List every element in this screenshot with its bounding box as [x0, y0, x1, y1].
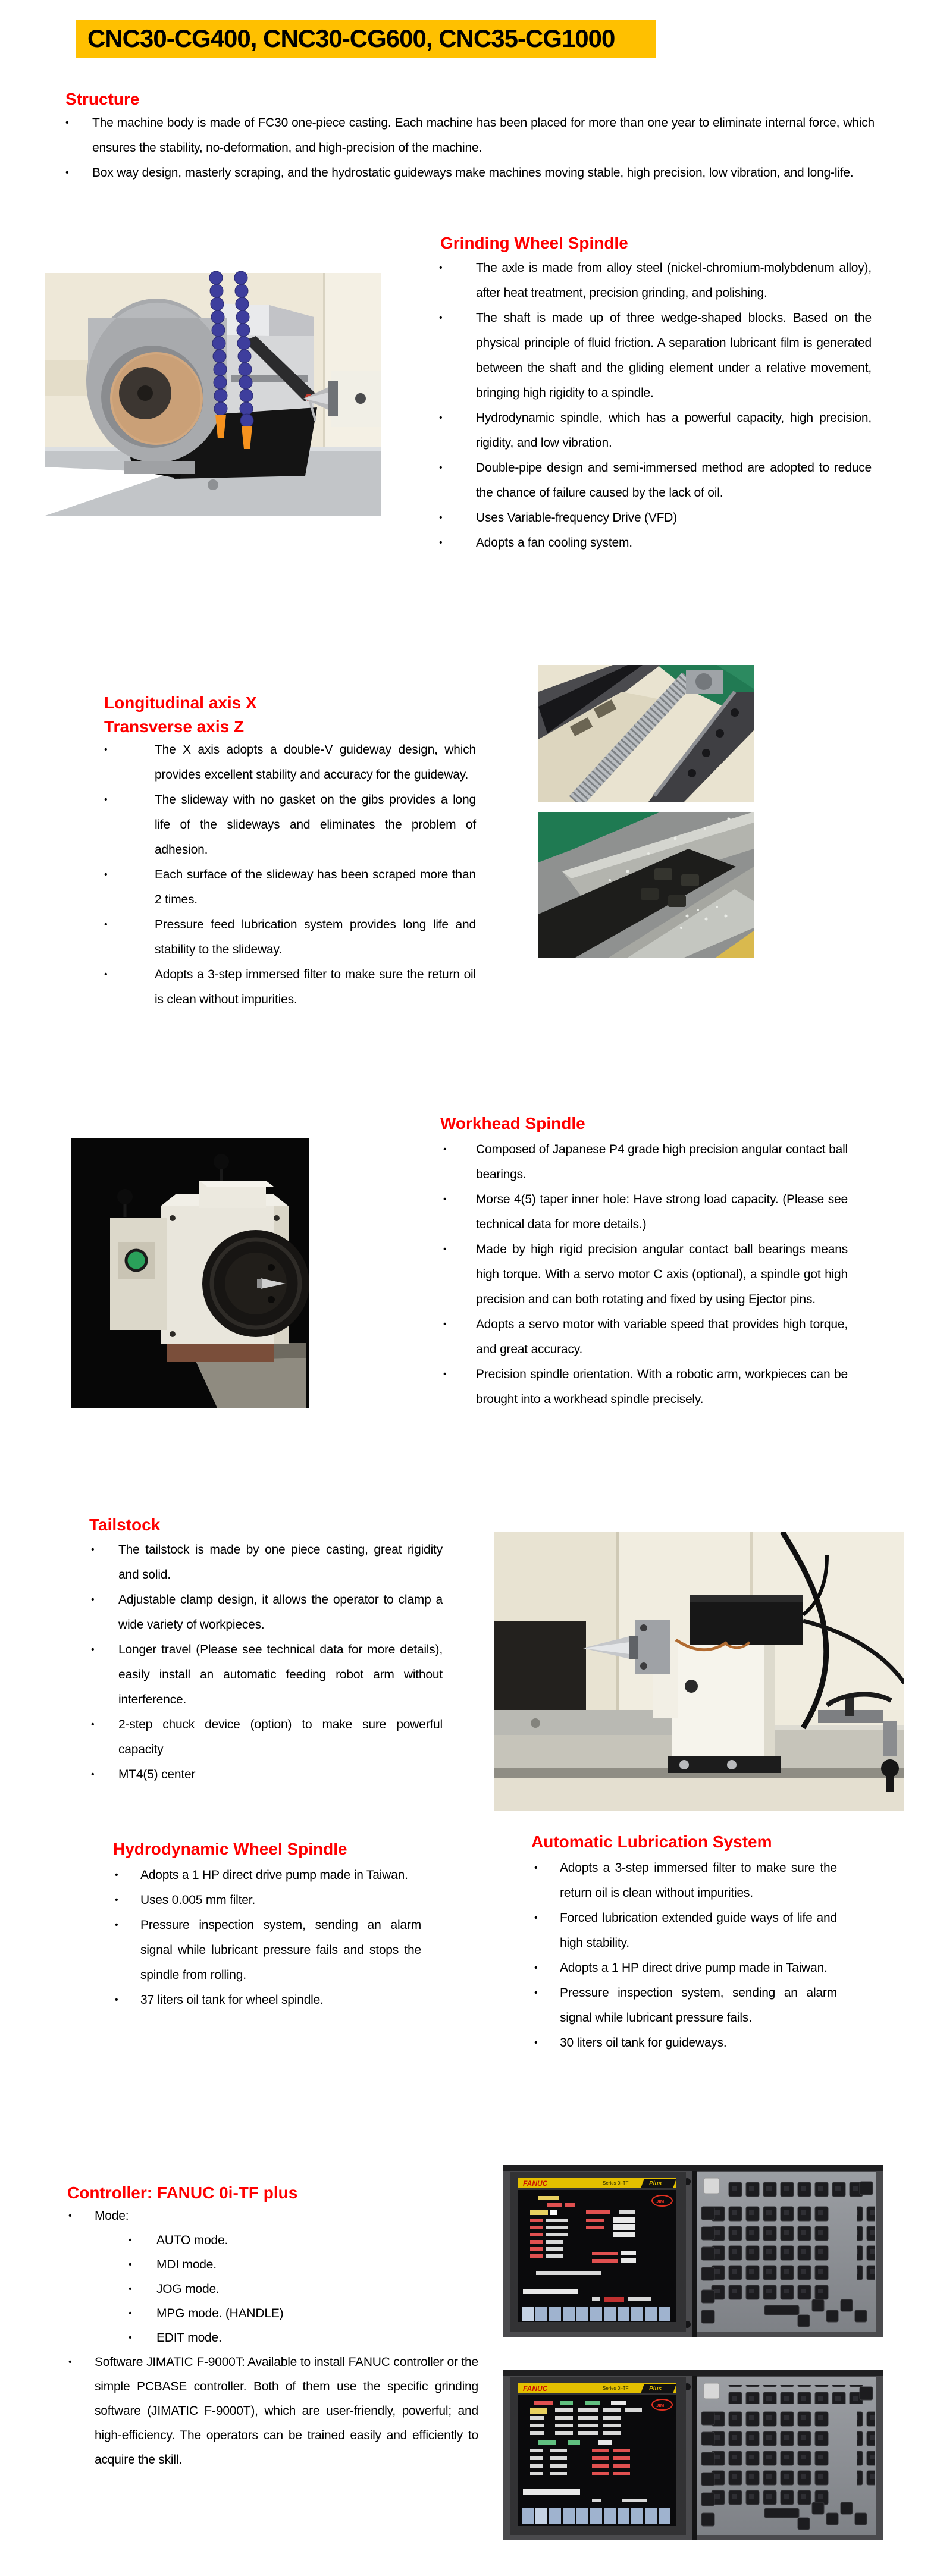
controller-photo-2 [503, 2370, 883, 2540]
jim-logo: JIM [656, 2199, 665, 2204]
list-item: • AUTO mode. [156, 2228, 478, 2252]
controller-list [95, 2204, 478, 2472]
list-item: • Adopts a 1 HP direct drive pump made in Taiwan. [140, 1863, 421, 1888]
automatic-lubrication-list [560, 1856, 837, 2056]
list-item: • 37 liters oil tank for wheel spindle. [140, 1988, 421, 2013]
list-item: • Pressure inspection system, sending an alarm signal while lubricant pressure fails. [560, 1981, 837, 2031]
section-title-grinding-wheel-spindle: Grinding Wheel Spindle [440, 234, 628, 252]
list-item: • Box way design, masterly scraping, and the hydrostatic guideways make machines moving stable, high precision, low vibration, and long-life. [92, 161, 875, 186]
series-label: Series 0i-TF [603, 2386, 629, 2391]
controller-mode-sublist [156, 2228, 478, 2350]
list-item: • Morse 4(5) taper inner hole: Have strong load capacity. (Please see technical data for more details.) [476, 1187, 848, 1237]
hydrodynamic-wheel-spindle-list [140, 1863, 421, 2013]
workhead-spindle-list [476, 1137, 848, 1412]
axes-list [155, 738, 476, 1012]
list-item: • Uses 0.005 mm filter. [140, 1888, 421, 1913]
list-item: • Adopts a servo motor with variable speed that provides high torque, and great accuracy. [476, 1312, 848, 1362]
list-item: • Forced lubrication extended guide ways of life and high stability. [560, 1906, 837, 1956]
list-item: • 30 liters oil tank for guideways. [560, 2031, 837, 2056]
fanuc-logo-text: FANUC [523, 2179, 548, 2188]
list-item: • Hydrodynamic spindle, which has a powerful capacity, high precision, rigidity, and low vibration. [476, 406, 872, 456]
section-title-structure: Structure [65, 90, 140, 108]
list-item: • Adopts a 1 HP direct drive pump made in Taiwan. [560, 1956, 837, 1981]
list-item: • The axle is made from alloy steel (nickel-chromium-molybdenum alloy), after heat treatment, precision grinding, and polishing. [476, 256, 872, 306]
list-item: • Pressure inspection system, sending an alarm signal while lubricant pressure fails and stops the spindle from rolling. [140, 1913, 421, 1988]
list-item: • The machine body is made of FC30 one-piece casting. Each machine has been placed for more than one year to eliminate internal force, which ensures the stability, no-deformation, and high-precision of the machine. [92, 111, 875, 161]
controller-photo-1 [503, 2165, 883, 2337]
plus-label: Plus [649, 2180, 662, 2187]
list-item: • Adopts a fan cooling system. [476, 531, 872, 556]
section-title-tailstock: Tailstock [89, 1516, 161, 1534]
list-item: • The tailstock is made by one piece casting, great rigidity and solid. [118, 1538, 443, 1587]
list-item: • EDIT mode. [156, 2326, 478, 2350]
list-item: • MPG mode. (HANDLE) [156, 2301, 478, 2326]
list-item: • Adopts a 3-step immersed filter to make sure the return oil is clean without impurities. [560, 1856, 837, 1906]
list-item: • Precision spindle orientation. With a robotic arm, workpieces can be brought into a workhead spindle precisely. [476, 1362, 848, 1412]
plus-label: Plus [649, 2386, 662, 2392]
grinding-machine-photo [35, 271, 391, 526]
section-title-workhead-spindle: Workhead Spindle [440, 1114, 585, 1132]
list-item: • Adopts a 3-step immersed filter to make sure the return oil is clean without impurities. [155, 962, 476, 1012]
tailstock-photo [494, 1532, 904, 1811]
list-item: • JOG mode. [156, 2277, 478, 2301]
scraped-slideway-photo [538, 812, 754, 958]
section-title-transverse-axis: Transverse axis Z [104, 717, 245, 736]
section-title-automatic-lubrication: Automatic Lubrication System [531, 1833, 772, 1851]
list-item: • MDI mode. [156, 2252, 478, 2277]
workhead-spindle-photo [71, 1138, 309, 1408]
list-item: • Each surface of the slideway has been scraped more than 2 times. [155, 862, 476, 912]
list-item: • Software JIMATIC F-9000T: Available to install FANUC controller or the simple PCBASE controller. Both of them use the specific grinding software (JIMATIC F-9000T), which are user-friendly, powerful; and high-efficiency. The operators can be trained easily and efficiently to acquire the skill. [95, 2350, 478, 2472]
list-item: • The slideway with no gasket on the gibs provides a long life of the slideways and eliminates the problem of adhesion. [155, 787, 476, 862]
list-item: • The X axis adopts a double-V guideway design, which provides excellent stability and accuracy for the guideway. [155, 738, 476, 787]
list-item: • Double-pipe design and semi-immersed method are adopted to reduce the chance of failure caused by the lack of oil. [476, 456, 872, 506]
list-item: • Pressure feed lubrication system provides long life and stability to the slideway. [155, 912, 476, 962]
jim-logo: JIM [656, 2403, 665, 2408]
series-label: Series 0i-TF [603, 2180, 629, 2186]
list-item: • Uses Variable-frequency Drive (VFD) [476, 506, 872, 531]
list-item: • The shaft is made up of three wedge-shaped blocks. Based on the physical principle of fluid friction. A separation lubricant film is generated between the shaft and the gliding element under a relative movement, bringing high rigidity to a spindle. [476, 306, 872, 406]
fanuc-logo-text: FANUC [523, 2384, 548, 2393]
list-item: • Mode: [95, 2204, 478, 2228]
tailstock-list [118, 1538, 443, 1787]
list-item: • MT4(5) center [118, 1762, 443, 1787]
list-item: • Made by high rigid precision angular contact ball bearings means high torque. With a servo motor C axis (optional), a spindle got high precision and can both rotating and fixed by using Ejector pins. [476, 1237, 848, 1312]
list-item: • Longer travel (Please see technical data for more details), easily install an automatic feeding robot arm without interference. [118, 1637, 443, 1712]
structure-list [92, 111, 875, 186]
ballscrew-guideway-photo [538, 665, 754, 802]
list-item: • Composed of Japanese P4 grade high precision angular contact ball bearings. [476, 1137, 848, 1187]
list-item: • 2-step chuck device (option) to make sure powerful capacity [118, 1712, 443, 1762]
page-title: CNC30-CG400, CNC30-CG600, CNC35-CG1000 [87, 24, 615, 52]
grinding-wheel-spindle-list [476, 256, 872, 556]
title-banner [76, 20, 656, 58]
section-title-hydrodynamic-wheel-spindle: Hydrodynamic Wheel Spindle [113, 1840, 347, 1858]
section-title-controller: Controller: FANUC 0i-TF plus [67, 2183, 298, 2202]
section-title-longitudinal-axis: Longitudinal axis X [104, 694, 257, 712]
list-item: • Adjustable clamp design, it allows the operator to clamp a wide variety of workpieces. [118, 1587, 443, 1637]
